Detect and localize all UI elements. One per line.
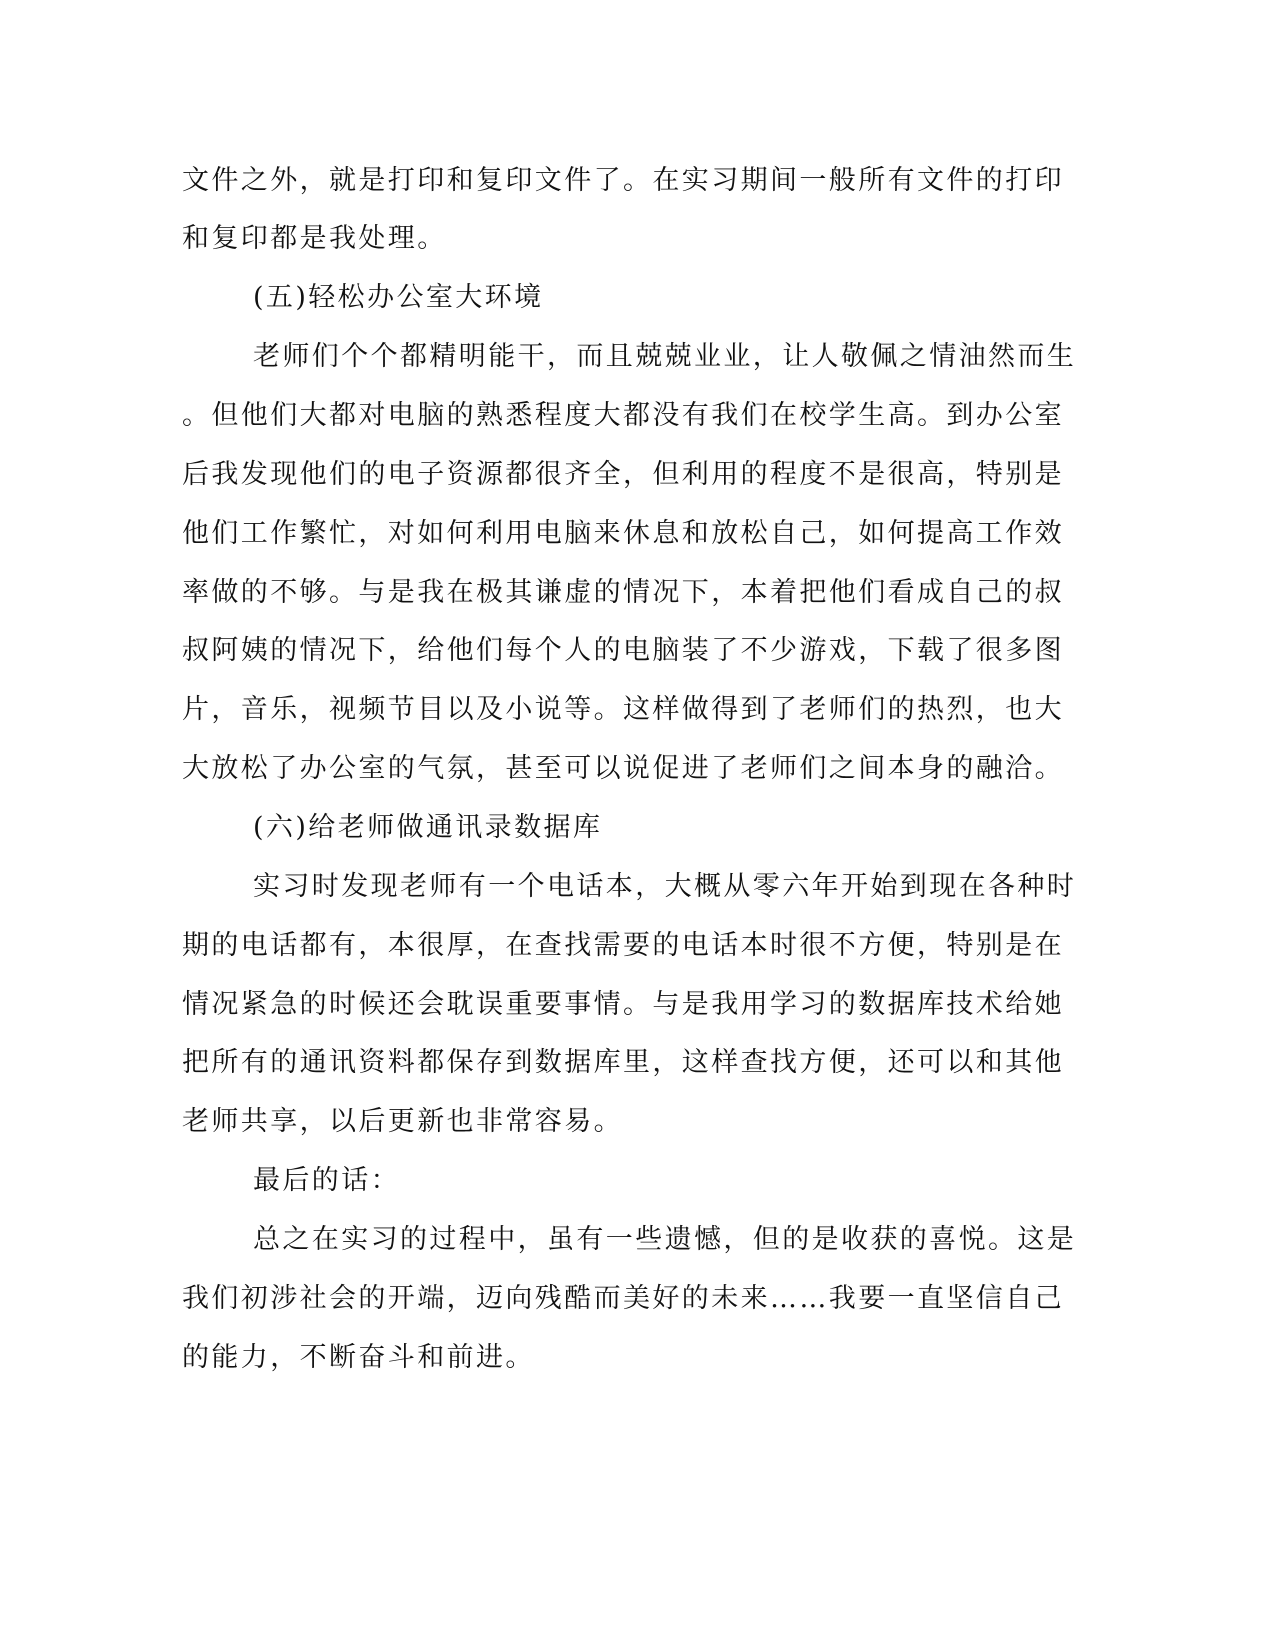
text-line: 情况紧急的时候还会耽误重要事情。与是我用学习的数据库技术给她 <box>182 989 1064 1020</box>
text-line: 他们工作繁忙，对如何利用电脑来休息和放松自己，如何提高工作效 <box>182 518 1064 549</box>
text-line: 总之在实习的过程中，虽有一些遗憾，但的是收获的喜悦。这是 <box>253 1224 1077 1255</box>
text-line: 叔阿姨的情况下，给他们每个人的电脑装了不少游戏，下载了很多图 <box>182 635 1064 666</box>
text-line: 和复印都是我处理。 <box>182 223 447 254</box>
section-heading: (六)给老师做通讯录数据库 <box>253 812 603 843</box>
text-line: 率做的不够。与是我在极其谦虚的情况下，本着把他们看成自己的叔 <box>182 577 1064 608</box>
text-line: 大放松了办公室的气氛，甚至可以说促进了老师们之间本身的融洽。 <box>182 753 1064 784</box>
text-line: 文件之外，就是打印和复印文件了。在实习期间一般所有文件的打印 <box>182 165 1064 196</box>
section-heading: (五)轻松办公室大环境 <box>253 282 544 313</box>
text-line: 期的电话都有，本很厚，在查找需要的电话本时很不方便，特别是在 <box>182 930 1064 961</box>
text-line: 实习时发现老师有一个电话本，大概从零六年开始到现在各种时 <box>253 871 1077 902</box>
text-line: 。但他们大都对电脑的熟悉程度大都没有我们在校学生高。到办公室 <box>182 400 1064 431</box>
text-line: 后我发现他们的电子资源都很齐全，但利用的程度不是很高，特别是 <box>182 459 1064 490</box>
text-line: 把所有的通讯资料都保存到数据库里，这样查找方便，还可以和其他 <box>182 1047 1064 1078</box>
text-line: 老师们个个都精明能干，而且兢兢业业，让人敬佩之情油然而生 <box>253 341 1077 372</box>
section-heading: 最后的话： <box>253 1165 400 1196</box>
text-line: 的能力，不断奋斗和前进。 <box>182 1342 535 1373</box>
text-line: 我们初涉社会的开端，迈向残酷而美好的未来……我要一直坚信自己 <box>182 1283 1064 1314</box>
text-line: 老师共享，以后更新也非常容易。 <box>182 1106 623 1137</box>
text-line: 片，音乐，视频节目以及小说等。这样做得到了老师们的热烈，也大 <box>182 694 1064 725</box>
